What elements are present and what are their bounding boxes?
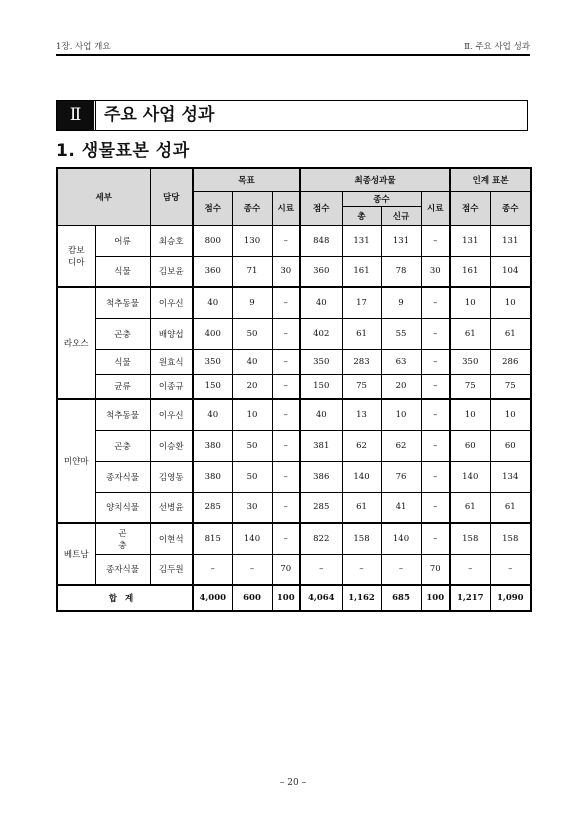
table-row	[57, 256, 531, 287]
country-name-line: 라오스	[63, 339, 89, 349]
manager-cell: 이현석	[150, 523, 193, 554]
value-cell: 60	[450, 430, 490, 461]
value-cell: 62	[381, 430, 421, 461]
value-cell: 61	[342, 318, 381, 349]
total-value-cell: 1,162	[342, 585, 381, 611]
category-cell: 어류	[95, 225, 150, 256]
value-cell: 800	[193, 225, 232, 256]
manager-cell: 선병윤	[150, 492, 193, 523]
country-cell	[57, 225, 95, 287]
subsection-title: 1. 생물표본 성과	[56, 141, 190, 161]
manager-cell: 김두원	[150, 554, 193, 585]
value-cell: –	[300, 554, 342, 585]
value-cell: 40	[193, 287, 232, 318]
value-cell: 140	[450, 461, 490, 492]
value-cell: 158	[490, 523, 531, 554]
category-cell: 종자식물	[95, 554, 150, 585]
category-cell: 척추동물	[95, 399, 150, 430]
value-cell: 140	[381, 523, 421, 554]
value-cell: 360	[300, 256, 342, 287]
value-cell: 400	[193, 318, 232, 349]
value-cell: 10	[381, 399, 421, 430]
value-cell: 63	[381, 349, 421, 374]
value-cell: 40	[232, 349, 272, 374]
total-value-cell: 1,090	[490, 585, 531, 611]
category-cell: 식물	[95, 256, 150, 287]
header-transfer-points: 점수	[450, 191, 490, 225]
value-cell: 61	[490, 318, 531, 349]
value-cell: 40	[193, 399, 232, 430]
value-cell: 286	[490, 349, 531, 374]
category-cell: 식물	[95, 349, 150, 374]
value-cell: 30	[232, 492, 272, 523]
header-rule	[56, 54, 530, 56]
table-row	[57, 349, 531, 374]
value-cell: 50	[232, 430, 272, 461]
value-cell: 50	[232, 318, 272, 349]
value-cell: 380	[193, 430, 232, 461]
value-cell: 75	[490, 374, 531, 399]
value-cell: 61	[450, 318, 490, 349]
header-final-sample: 시료	[421, 191, 450, 225]
value-cell: 75	[450, 374, 490, 399]
value-cell: 20	[381, 374, 421, 399]
header-target-sample: 시료	[272, 191, 300, 225]
header-detail: 세부	[57, 168, 150, 225]
value-cell: 17	[342, 287, 381, 318]
manager-cell: 김영동	[150, 461, 193, 492]
page-header	[56, 40, 530, 55]
value-cell: 360	[193, 256, 232, 287]
value-cell: 140	[342, 461, 381, 492]
value-cell: –	[342, 554, 381, 585]
header-final-new: 신규	[381, 206, 421, 225]
table-row	[57, 225, 531, 256]
country-cell	[57, 399, 95, 523]
value-cell: 9	[232, 287, 272, 318]
value-cell: –	[421, 492, 450, 523]
total-value-cell: 100	[272, 585, 300, 611]
value-cell: 40	[300, 287, 342, 318]
category-cell: 종자식물	[95, 461, 150, 492]
header-final-points: 점수	[300, 191, 342, 225]
value-cell: 50	[232, 461, 272, 492]
value-cell: –	[421, 225, 450, 256]
table-row	[57, 554, 531, 585]
value-cell: 822	[300, 523, 342, 554]
category-cell: 곤충	[95, 523, 150, 554]
table-row	[57, 374, 531, 399]
value-cell: –	[450, 554, 490, 585]
value-cell: –	[272, 374, 300, 399]
header-transfer-species: 종수	[490, 191, 531, 225]
value-cell: 350	[450, 349, 490, 374]
country-name-line: 디아	[68, 257, 85, 268]
header-transfer: 인계 표본	[450, 168, 531, 191]
manager-cell: 최승호	[150, 225, 193, 256]
section-title: 주요 사업 성과	[95, 101, 214, 130]
value-cell: –	[272, 492, 300, 523]
value-cell: 78	[381, 256, 421, 287]
header-chapter: 1장. 사업 개요	[56, 42, 111, 52]
value-cell: 61	[342, 492, 381, 523]
header-manager: 담당	[150, 168, 193, 225]
value-cell: –	[272, 430, 300, 461]
country-name-line: 베트남	[63, 550, 89, 560]
country-name-line: 미얀마	[63, 457, 89, 467]
value-cell: 350	[300, 349, 342, 374]
table-row	[57, 461, 531, 492]
value-cell: –	[272, 318, 300, 349]
value-cell: 30	[272, 256, 300, 287]
value-cell: 70	[421, 554, 450, 585]
category-cell: 척추동물	[95, 287, 150, 318]
value-cell: 285	[300, 492, 342, 523]
value-cell: 76	[381, 461, 421, 492]
value-cell: 61	[450, 492, 490, 523]
value-cell: 283	[342, 349, 381, 374]
section-heading	[56, 100, 528, 131]
manager-cell: 이우신	[150, 287, 193, 318]
header-final-total: 총	[342, 206, 381, 225]
value-cell: 161	[342, 256, 381, 287]
value-cell: –	[272, 225, 300, 256]
manager-cell: 이종규	[150, 374, 193, 399]
value-cell: 130	[232, 225, 272, 256]
value-cell: 402	[300, 318, 342, 349]
value-cell: 55	[381, 318, 421, 349]
total-value-cell: 600	[232, 585, 272, 611]
value-cell: 140	[232, 523, 272, 554]
table-row	[57, 399, 531, 430]
value-cell: 285	[193, 492, 232, 523]
value-cell: –	[421, 399, 450, 430]
value-cell: –	[381, 554, 421, 585]
value-cell: 10	[450, 399, 490, 430]
value-cell: 10	[232, 399, 272, 430]
category-cell: 곤충	[95, 318, 150, 349]
value-cell: –	[421, 349, 450, 374]
value-cell: 158	[450, 523, 490, 554]
value-cell: 848	[300, 225, 342, 256]
header-final-species: 종수	[342, 191, 421, 206]
country-name-line: 캄보	[68, 245, 85, 256]
total-value-cell: 1,217	[450, 585, 490, 611]
header-target: 목표	[193, 168, 300, 191]
value-cell: 386	[300, 461, 342, 492]
value-cell: 9	[381, 287, 421, 318]
table-row	[57, 523, 531, 554]
value-cell: 10	[450, 287, 490, 318]
value-cell: 131	[342, 225, 381, 256]
value-cell: 70	[272, 554, 300, 585]
total-value-cell: 4,064	[300, 585, 342, 611]
value-cell: 20	[232, 374, 272, 399]
manager-cell: 원효식	[150, 349, 193, 374]
category-cell: 곤충	[95, 430, 150, 461]
table-row	[57, 492, 531, 523]
value-cell: 134	[490, 461, 531, 492]
value-cell: –	[421, 287, 450, 318]
value-cell: 71	[232, 256, 272, 287]
value-cell: –	[490, 554, 531, 585]
value-cell: 161	[450, 256, 490, 287]
header-section: Ⅱ. 주요 사업 성과	[464, 42, 530, 52]
value-cell: 30	[421, 256, 450, 287]
value-cell: 75	[342, 374, 381, 399]
total-label: 합계	[57, 585, 193, 611]
value-cell: 158	[342, 523, 381, 554]
manager-cell: 배양섭	[150, 318, 193, 349]
value-cell: 131	[450, 225, 490, 256]
value-cell: 131	[490, 225, 531, 256]
value-cell: –	[193, 554, 232, 585]
header-target-species: 종수	[232, 191, 272, 225]
value-cell: 380	[193, 461, 232, 492]
value-cell: 150	[300, 374, 342, 399]
value-cell: 41	[381, 492, 421, 523]
value-cell: –	[232, 554, 272, 585]
value-cell: 10	[490, 287, 531, 318]
value-cell: 104	[490, 256, 531, 287]
country-cell	[57, 523, 95, 585]
value-cell: 62	[342, 430, 381, 461]
value-cell: 60	[490, 430, 531, 461]
total-value-cell: 4,000	[193, 585, 232, 611]
header-target-points: 점수	[193, 191, 232, 225]
value-cell: –	[421, 523, 450, 554]
value-cell: –	[421, 430, 450, 461]
value-cell: –	[421, 374, 450, 399]
category-cell: 양치식물	[95, 492, 150, 523]
table-row	[57, 430, 531, 461]
value-cell: 381	[300, 430, 342, 461]
value-cell: 350	[193, 349, 232, 374]
table-body	[57, 225, 531, 611]
manager-cell: 이승환	[150, 430, 193, 461]
specimen-results-table	[56, 167, 532, 612]
section-number: Ⅱ	[57, 101, 94, 130]
value-cell: –	[421, 318, 450, 349]
page-number: – 20 –	[279, 778, 307, 788]
value-cell: 61	[490, 492, 531, 523]
value-cell: –	[421, 461, 450, 492]
value-cell: 40	[300, 399, 342, 430]
total-row	[57, 585, 531, 611]
value-cell: 131	[381, 225, 421, 256]
value-cell: –	[272, 349, 300, 374]
header-final: 최종성과물	[300, 168, 450, 191]
value-cell: 815	[193, 523, 232, 554]
category-cell: 균류	[95, 374, 150, 399]
value-cell: 150	[193, 374, 232, 399]
manager-cell: 이우신	[150, 399, 193, 430]
country-cell	[57, 287, 95, 399]
total-value-cell: 685	[381, 585, 421, 611]
table-row	[57, 287, 531, 318]
value-cell: –	[272, 287, 300, 318]
value-cell: –	[272, 523, 300, 554]
total-value-cell: 100	[421, 585, 450, 611]
value-cell: –	[272, 399, 300, 430]
value-cell: –	[272, 461, 300, 492]
manager-cell: 김보윤	[150, 256, 193, 287]
table-row	[57, 318, 531, 349]
value-cell: 13	[342, 399, 381, 430]
value-cell: 10	[490, 399, 531, 430]
